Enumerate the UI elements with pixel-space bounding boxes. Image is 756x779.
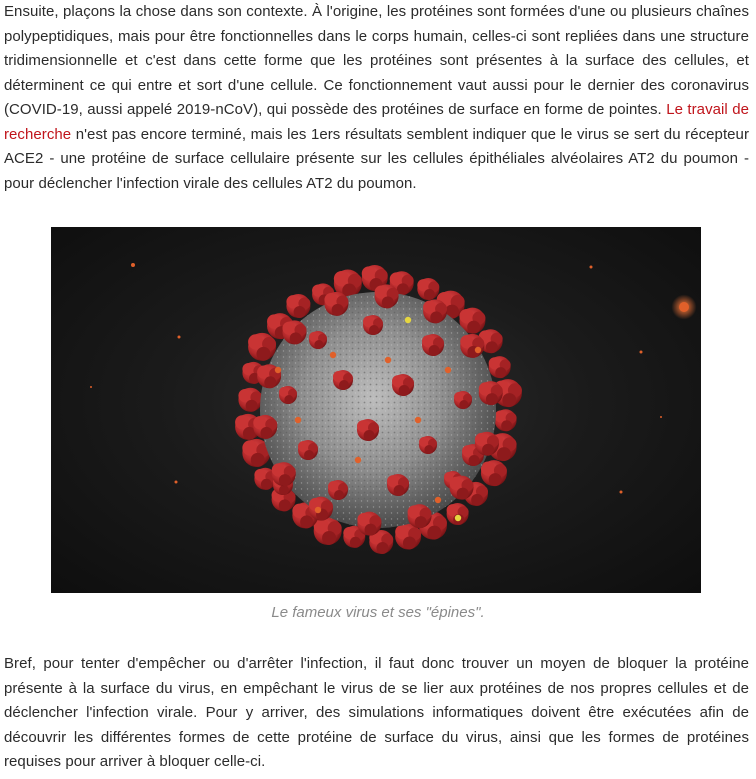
spike-lobe [502,393,516,407]
coronavirus-illustration [51,227,701,593]
spike-lobe [429,345,440,356]
spike-lobe [482,444,494,456]
intro-text-start: Ensuite, plaçons la chose dans son contexte. À l'origine, les protéines sont formées d'une ou plusieurs chaînes polypeptidiques, mais pour être fonctionnelles dans le corps humain, celles-ci sont repliées dans une structure tridimensionnelle et c'est dans cette forme que les protéines sont présentes à la surface des cellules, et déterminent ce qui entre et sort d'une cellule. Ce fonctionnement vaut aussi pour le dernier des coronavirus (COVID-19, aussi appelé 2019-nCoV), qui possède des protéines de surface en forme de pointes. [4,3,749,118]
spike-lobe [495,367,506,378]
spike-protein [489,356,511,378]
spike-protein [253,415,277,439]
spike-lobe [415,516,427,528]
spike-lobe [322,531,336,545]
spike-lobe [424,289,435,300]
spike-lobe [332,304,344,316]
spike-lobe [459,400,468,409]
spike-lobe [497,447,511,461]
spike-lobe [350,537,361,548]
spike-protein [286,294,310,318]
spike-protein [248,333,276,361]
spike-protein [324,292,348,316]
spike-lobe [403,536,416,549]
spike-lobe [256,347,270,361]
spike-protein [422,334,444,356]
surface-protein-dot [405,317,411,323]
spike-protein [238,388,262,412]
figure-caption: Le fameux virus et ses "épines". [271,604,485,621]
spike-lobe [489,473,502,486]
surface-protein-dot [330,352,336,358]
particle [640,351,643,354]
spike-lobe [251,453,265,467]
spike-protein [481,460,507,486]
spike-protein [447,503,469,525]
spike-lobe [399,385,410,396]
spike-lobe [334,490,344,500]
intro-paragraph [4,0,749,196]
spike-lobe [486,341,498,353]
spike-protein [479,381,503,405]
conclusion-paragraph: Bref, pour tenter d'empêcher ou d'arrêter l'infection, il faut donc trouver un moyen de bloquer la protéine présente à la surface du virus, en empêchant le virus de se lier aux protéines de nos propres cellules et de déclencher l'infection virale. Pour y arriver, des simulations informatiques doivent être exécutées afin de découvrir les différentes formes de cette protéine de surface du virus, ainsi que les formes de protéines requises pour arriver à bloquer celle-ci. [4,655,749,770]
particle [620,491,623,494]
spike-lobe [486,393,498,405]
spike-lobe [300,515,313,528]
spike-lobe [261,479,272,490]
spike-protein [333,370,353,390]
particle [175,481,178,484]
spike-lobe [397,283,409,295]
spike-protein [419,436,437,454]
spike-lobe [430,311,442,323]
spike-lobe [457,488,469,500]
particle [131,263,135,267]
surface-protein-dot [355,457,361,463]
spike-protein [454,391,472,409]
spike-lobe [294,306,306,318]
surface-protein-dot [435,497,441,503]
surface-protein-dot [275,367,281,373]
spike-lobe [279,499,291,511]
surface-protein-dot [385,357,391,363]
spike-protein [460,334,484,358]
spike-lobe [314,340,323,349]
spike-lobe [264,376,276,388]
surface-protein-dot [295,417,301,423]
spike-protein [392,374,414,396]
spike-lobe [382,296,394,308]
surface-protein-dot [445,367,451,373]
spike-protein [282,320,306,344]
spike-lobe [260,427,272,439]
spike-lobe [369,325,379,335]
surface-protein-dot [455,515,461,521]
spike-lobe [469,455,480,466]
surface-protein-dot [315,507,321,513]
spike-lobe [339,380,349,390]
spike-protein [450,476,474,500]
spike-protein [357,419,379,441]
research-link[interactable]: Le travail de recherche [4,101,749,143]
spike-lobe [365,524,377,536]
spike-lobe [290,332,302,344]
spike-lobe [376,542,388,554]
spike-lobe [467,321,480,334]
coronavirus-image [51,227,701,593]
spike-lobe [279,474,291,486]
particle [679,302,689,312]
spike-protein [279,386,297,404]
spike-lobe [304,450,314,460]
spike-lobe [501,420,512,431]
intro-text-end: n'est pas encore terminé, mais les 1ers résultats semblent indiquer que le virus se sert du récepteur ACE2 - une protéine de surface cellulaire présente sur les cellules épithéliales alvéolaires AT2 du poumon - pour déclencher l'infection virale des cellules AT2 du poumon. [4,125,749,192]
spike-lobe [424,445,433,454]
spike-protein [328,480,348,500]
spike-lobe [364,430,375,441]
spike-protein [363,315,383,335]
spike-protein [387,474,409,496]
particle [90,386,92,388]
spike-protein [357,512,381,536]
spike-lobe [246,400,258,412]
spike-lobe [471,494,483,506]
spike-lobe [394,485,405,496]
particle [178,336,181,339]
surface-protein-dot [475,347,481,353]
spike-lobe [279,485,289,495]
particle [590,266,593,269]
spike-protein [495,409,517,431]
spike-protein [375,284,399,308]
spike-protein [475,432,499,456]
spike-protein [272,462,296,486]
spike-protein [408,504,432,528]
surface-protein-dot [415,417,421,423]
spike-protein [417,278,439,300]
spike-protein [309,497,333,521]
spike-lobe [427,526,441,540]
spike-protein [423,299,447,323]
spike-protein [298,440,318,460]
spike-lobe [284,395,293,404]
particle [660,416,662,418]
spike-protein [314,517,342,545]
spike-protein [309,331,327,349]
